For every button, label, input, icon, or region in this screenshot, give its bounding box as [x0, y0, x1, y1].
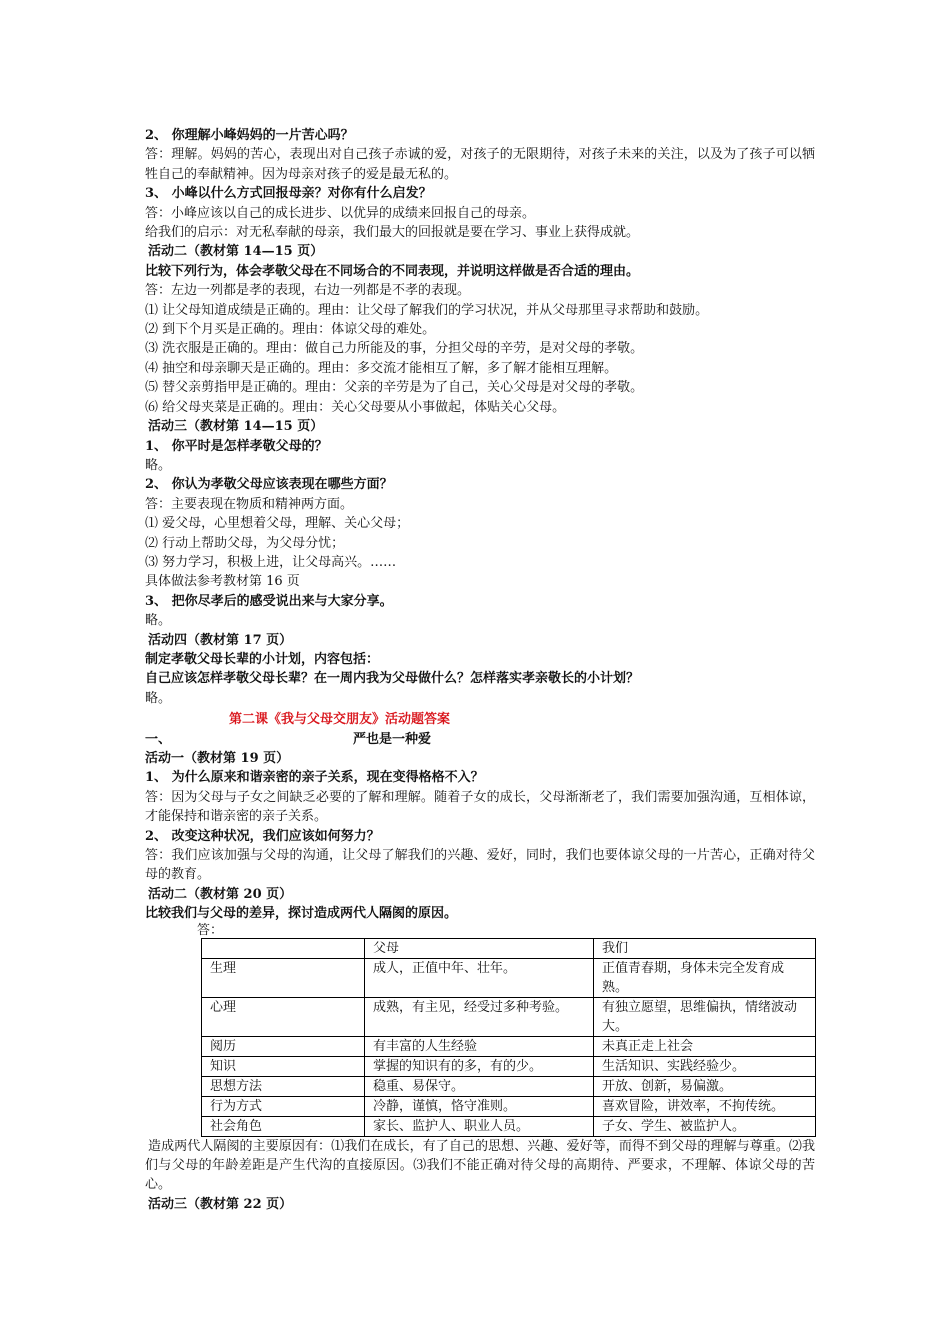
answer-text: 略。 — [145, 457, 172, 473]
list-item: ⑴ 让父母知道成绩是正确的。理由：让父母了解我们的学习状况，并从父母那里寻求帮助和鼓励。 — [145, 302, 709, 318]
table-row — [202, 958, 816, 997]
activity-heading: 活动三（教材第 22 页） — [148, 1196, 293, 1212]
answer-text: 答：主要表现在物质和精神两方面。 — [145, 496, 354, 512]
list-item: ⑶ 努力学习，积极上进，让父母高兴。…… — [145, 554, 397, 570]
question-heading: 1、 你平时是怎样孝敬父母的？ — [145, 438, 328, 454]
activity-heading: 活动一（教材第 19 页） — [145, 751, 290, 766]
table-cell: 开放、创新，易偏激。 — [594, 1076, 816, 1096]
answer-text: 略。 — [145, 690, 172, 706]
question-heading: 1、 为什么原来和谐亲密的亲子关系，现在变得格格不入？ — [145, 770, 484, 786]
table-cell: 有丰富的人生经验 — [365, 1036, 594, 1056]
table-cell: 稳重、易保守。 — [365, 1076, 594, 1096]
table-cell: 知识 — [202, 1056, 365, 1076]
table-cell: 未真正走上社会 — [594, 1036, 816, 1056]
table-header-cell: 父母 — [365, 938, 594, 958]
table-cell: 生理 — [202, 958, 365, 997]
answer-text: 略。 — [145, 613, 172, 629]
table-cell: 心理 — [202, 997, 365, 1036]
table-cell: 冷静，谨慎，恪守准则。 — [365, 1096, 594, 1116]
table-cell: 行为方式 — [202, 1096, 365, 1116]
answer-text: 答：左边一列都是孝的表现，右边一列都是不孝的表现。 — [145, 283, 471, 299]
answer-text: 造成两代人隔阂的主要原因有：⑴我们在成长，有了自己的思想、兴趣、爱好等，而得不到父母的理解与尊重。⑵我们与父母的年龄差距是产生代沟的直接原因。⑶我们不能正确对待父母的高期待、严要求，不理解、体谅父母的苦心。 — [145, 1138, 815, 1193]
activity-heading: 活动二（教材第 14—15 页） — [148, 244, 324, 260]
table-cell: 思想方法 — [202, 1076, 365, 1096]
answer-text: 具体做法参考教材第 16 页 — [145, 574, 300, 590]
table-cell: 正值青春期，身体未完全发育成熟。 — [594, 958, 816, 997]
section-title: 严也是一种爱 — [353, 731, 432, 747]
table-cell: 生活知识、实践经验少。 — [594, 1056, 816, 1076]
table-cell: 喜欢冒险，讲效率，不拘传统。 — [594, 1096, 816, 1116]
table-row — [202, 1096, 816, 1116]
table-cell: 社会角色 — [202, 1116, 365, 1136]
table-header-cell: 我们 — [594, 938, 816, 958]
question-heading: 比较我们与父母的差异，探讨造成两代人隔阂的原因。 — [145, 906, 458, 922]
table-row — [202, 1056, 816, 1076]
document-page — [145, 126, 815, 1214]
table-cell: 掌握的知识有的多，有的少。 — [365, 1056, 594, 1076]
question-heading: 2、 改变这种状况，我们应该如何努力？ — [145, 828, 380, 844]
question-heading: 比较下列行为，体会孝敬父母在不同场合的不同表现，并说明这样做是否合适的理由。 — [145, 263, 640, 279]
table-row — [202, 997, 816, 1036]
answer-text: 答：我们应该加强与父母的沟通，让父母了解我们的兴趣、爱好，同时，我们也要体谅父母的一片苦心，正确对待父母的教育。 — [145, 848, 815, 883]
list-item: ⑶ 洗衣服是正确的。理由：做自己力所能及的事，分担父母的辛劳，是对父母的孝敬。 — [145, 341, 644, 357]
table-cell: 成人，正值中年、壮年。 — [365, 958, 594, 997]
question-heading: 3、 小峰以什么方式回报母亲？对你有什么启发？ — [145, 186, 432, 202]
answer-text: 答：因为父母与子女之间缺乏必要的了解和理解。随着子女的成长，父母渐渐老了，我们需要加强沟通，互相体谅，才能保持和谐亲密的亲子关系。 — [145, 789, 815, 825]
table-row — [202, 1116, 816, 1136]
list-item: ⑵ 到下个月买是正确的。理由：体谅父母的难处。 — [145, 322, 436, 338]
table-header-row — [202, 938, 816, 958]
answer-text: 答：小峰应该以自己的成长进步、以优异的成绩来回报自己的母亲。 — [145, 205, 536, 221]
answer-label: 答： — [197, 922, 224, 938]
question-heading: 自己应该怎样孝敬父母长辈？在一周内我为父母做什么？怎样落实孝亲敬长的小计划？ — [145, 671, 640, 687]
activity-heading: 活动三（教材第 14—15 页） — [148, 419, 324, 435]
list-item: ⑹ 给父母夹菜是正确的。理由：关心父母要从小事做起，体贴关心父母。 — [145, 399, 566, 415]
lesson-title: 第二课《我与父母交朋友》活动题答案 — [229, 712, 451, 728]
table-row — [202, 1036, 816, 1056]
list-item: ⑸ 替父亲剪指甲是正确的。理由：父亲的辛劳是为了自己，关心父母是对父母的孝敬。 — [145, 380, 644, 396]
section-number: 一、 — [145, 731, 172, 747]
table-header-cell — [202, 938, 365, 958]
list-item: ⑵ 行动上帮助父母，为父母分忧； — [145, 535, 345, 551]
activity-heading: 活动二（教材第 20 页） — [148, 886, 293, 902]
question-heading: 3、 把你尽孝后的感受说出来与大家分享。 — [145, 593, 393, 609]
answer-text: 答：理解。妈妈的苦心，表现出对自己孩子赤诚的爱，对孩子的无限期待，对孩子未来的关注，以及为了孩子可以牺牲自己的奉献精神。因为母亲对孩子的爱是最无私的。 — [145, 147, 815, 182]
list-item: ⑷ 抽空和母亲聊天是正确的。理由：多交流才能相互了解，多了解才能相互理解。 — [145, 360, 618, 376]
question-heading: 2、 你理解小峰妈妈的一片苦心吗？ — [145, 128, 354, 143]
table-cell: 有独立愿望，思维偏执，情绪波动大。 — [594, 997, 816, 1036]
answer-text: 给我们的启示：对无私奉献的母亲，我们最大的回报就是要在学习、事业上获得成就。 — [145, 225, 640, 241]
list-item: ⑴ 爱父母，心里想着父母，理解、关心父母； — [145, 516, 410, 532]
table-cell: 家长、监护人、职业人员。 — [365, 1116, 594, 1136]
activity-heading: 活动四（教材第 17 页） — [148, 632, 293, 648]
table-row — [202, 1076, 816, 1096]
comparison-table — [201, 938, 816, 1137]
question-heading: 制定孝敬父母长辈的小计划，内容包括： — [145, 651, 380, 667]
section-heading — [145, 730, 815, 749]
table-cell: 成熟，有主见，经受过多种考验。 — [365, 997, 594, 1036]
question-heading: 2、 你认为孝敬父母应该表现在哪些方面？ — [145, 477, 393, 493]
table-cell: 阅历 — [202, 1036, 365, 1056]
table-cell: 子女、学生、被监护人。 — [594, 1116, 816, 1136]
